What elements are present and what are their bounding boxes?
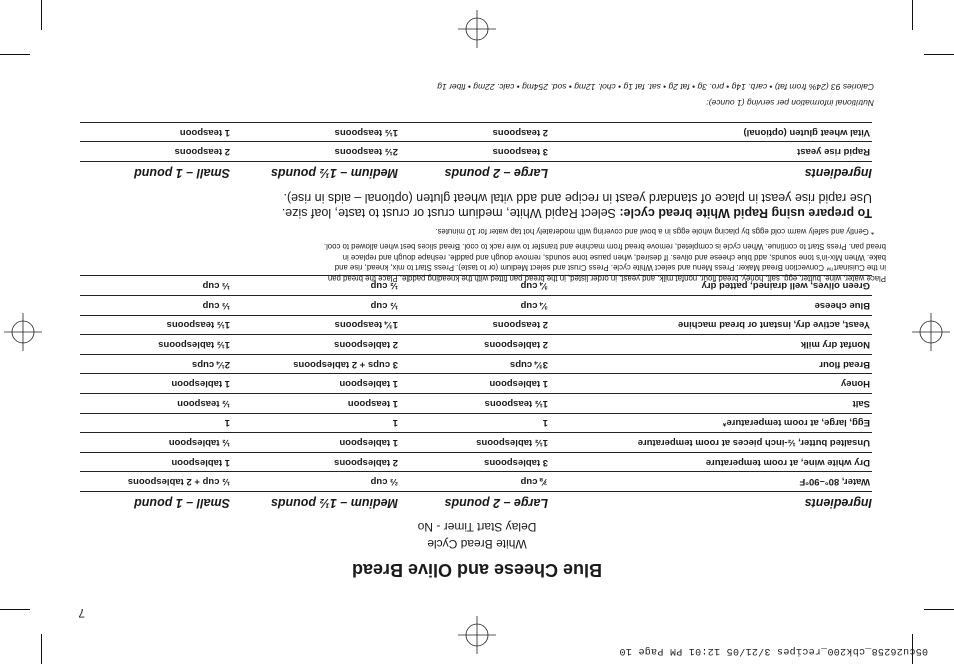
amount-large: ¾ cup: [398, 276, 548, 296]
column-header-ingredients: Ingredients: [804, 496, 872, 510]
crop-mark: [0, 609, 30, 610]
amount-small: ⅓ cup: [80, 276, 230, 296]
column-header-large: Large – 2 pounds: [444, 166, 548, 180]
cycle-label: White Bread Cycle: [427, 537, 527, 551]
column-header-large: Large – 2 pounds: [444, 496, 548, 510]
ingredient-name: Egg, large, at room temperature*: [548, 413, 872, 433]
table-row: [80, 452, 872, 472]
delay-timer-label: Delay Start Timer - No: [417, 520, 537, 534]
table-header-row: [80, 162, 872, 185]
rapid-cycle-text: Select Rapid White, medium crust or crust to taste, loaf size.: [281, 206, 620, 220]
column-header-ingredients: Ingredients: [804, 166, 872, 180]
amount-large: 1 tablespoon: [398, 374, 548, 394]
amount-medium: ⅔ cup: [230, 472, 398, 492]
amount-medium: 3 cups + 2 tablespoons: [230, 354, 398, 374]
crop-mark: [924, 609, 954, 610]
amount-large: 1½ tablespoons: [398, 433, 548, 453]
table-row: [80, 413, 872, 433]
registration-mark-icon: [912, 313, 950, 351]
table-row: [80, 394, 872, 414]
ingredient-name: Water, 80°–90°F: [548, 472, 872, 492]
amount-medium: 2 tablespoons: [230, 452, 398, 472]
table-row: [80, 374, 872, 394]
amount-small: ½ cup + 2 tablespoons: [80, 472, 230, 492]
instruction-line: Place water, wine, butter, egg, salt, honey, bread flour, nonfat milk, and yeast, in order listed, in the bread pan fitted with the kneading paddle. Place the bread pan: [327, 274, 886, 283]
amount-medium: ½ cup: [230, 296, 398, 316]
table-row: [80, 335, 872, 355]
amount-small: 2 teaspoons: [80, 142, 230, 162]
amount-medium: 1½ teaspoons: [230, 122, 398, 142]
rapid-cycle-line2: Use rapid rise yeast in place of standard yeast in recipe and add vital wheat gluten (optional – aids in rise).: [283, 191, 872, 205]
column-header-small: Small – 1 pound: [134, 166, 230, 180]
column-header-medium: Medium – 1½ pounds: [270, 496, 398, 510]
ingredient-name: Blue cheese: [548, 296, 872, 316]
ingredient-name: Vital wheat gluten (optional): [548, 122, 872, 142]
ingredient-name: Honey: [548, 374, 872, 394]
amount-large: 1: [398, 413, 548, 433]
amount-medium: ½ cup: [230, 276, 398, 296]
amount-small: 1 tablespoon: [80, 374, 230, 394]
amount-medium: 2½ teaspoons: [230, 142, 398, 162]
rapid-cycle-heading: To prepare using Rapid White bread cycle:: [619, 206, 872, 220]
amount-large: 3 tablespoons: [398, 452, 548, 472]
amount-small: 1½ teaspoons: [80, 315, 230, 335]
registration-mark-icon: [458, 10, 496, 48]
amount-medium: 1 teaspoon: [230, 394, 398, 414]
table-row: [80, 142, 872, 162]
amount-small: 1 teaspoon: [80, 122, 230, 142]
footnote: * Gently and safely warm cold eggs by placing whole eggs in a bowl and covering with moderately hot tap water for 10 minutes.: [435, 227, 874, 236]
ingredient-name: Nonfat dry milk: [548, 335, 872, 355]
print-header-line: 05cu26258_cbk200_recipes 3/21/05 12:01 PM Page 10: [619, 645, 928, 656]
amount-large: 2 tablespoons: [398, 335, 548, 355]
registration-mark-icon: [458, 616, 496, 654]
amount-medium: 1¾ teaspoons: [230, 315, 398, 335]
amount-large: 2 teaspoons: [398, 122, 548, 142]
instruction-line: bake. When Mix-in's tone sounds, add blue cheese and olives. If desired, when pause tone sounds, remove dough and paddle, reshape dough and replace in: [342, 253, 886, 262]
table-row: [80, 433, 872, 453]
amount-large: ¾ cup: [398, 296, 548, 316]
instruction-line: bread pan. Press Start to continue. When cycle is completed, remove bread from machine and transfer to wire rack to cool. Bread slices best when allowed to cool.: [323, 242, 886, 252]
recipe-title: Blue Cheese and Olive Bread: [351, 560, 603, 580]
rapid-cycle-instructions: [82, 190, 872, 220]
amount-small: ⅓ cup: [80, 296, 230, 316]
amount-small: 2¼ cups: [80, 354, 230, 374]
ingredient-name: Unsalted butter, ½-inch pieces at room temperature: [548, 433, 872, 453]
amount-small: 1: [80, 413, 230, 433]
amount-large: 2 teaspoons: [398, 315, 548, 335]
crop-mark: [41, 0, 42, 30]
amount-small: ½ tablespoon: [80, 433, 230, 453]
ingredient-name: Salt: [548, 394, 872, 414]
amount-medium: 1 tablespoon: [230, 374, 398, 394]
amount-small: ½ teaspoon: [80, 394, 230, 414]
ingredient-name: Rapid rise yeast: [548, 142, 872, 162]
amount-large: ⅞ cup: [398, 472, 548, 492]
ingredient-name: Bread flour: [548, 354, 872, 374]
amount-large: 1½ teaspoons: [398, 394, 548, 414]
column-header-medium: Medium – 1½ pounds: [270, 166, 398, 180]
table-row: [80, 315, 872, 335]
amount-medium: 1: [230, 413, 398, 433]
column-header-small: Small – 1 pound: [134, 496, 230, 510]
amount-large: 3¾ cups: [398, 354, 548, 374]
table-header-row: [80, 492, 872, 515]
amount-small: 1 tablespoon: [80, 452, 230, 472]
nutrition-values: Calories 93 (24% from fat) • carb. 14g • pro. 3g • fat 2g • sat. fat 1g • chol. 12mg • sod. 254mg • calc. 22mg • fiber 1g: [437, 82, 874, 92]
amount-large: 3 teaspoons: [398, 142, 548, 162]
instruction-line: in the Cuisinart™ Convection Bread Maker. Press Menu and select White cycle. Press Crust and select Medium (or to taste). Press Start to mix, knead, rise and: [334, 263, 886, 273]
ingredient-name: Dry white wine, at room temperature: [548, 452, 872, 472]
registration-mark-icon: [4, 313, 42, 351]
table-row: [80, 472, 872, 492]
crop-mark: [41, 634, 42, 664]
crop-mark: [0, 54, 30, 55]
page-number: 7: [78, 606, 85, 620]
nutrition-label: Nutritional information per serving (1 ounce):: [706, 98, 874, 108]
ingredients-table: [80, 275, 872, 514]
amount-medium: 2 tablespoons: [230, 335, 398, 355]
rapid-ingredients-table: [80, 122, 872, 184]
amount-medium: 1 tablespoon: [230, 433, 398, 453]
crop-mark: [924, 54, 954, 55]
crop-mark: [912, 0, 913, 30]
table-row: [80, 354, 872, 374]
ingredient-name: Green olives, well drained, patted dry: [548, 276, 872, 296]
ingredient-name: Yeast, active dry, instant or bread machine: [548, 315, 872, 335]
table-row: [80, 122, 872, 142]
table-row: [80, 296, 872, 316]
instructions-paragraph: [84, 241, 886, 283]
amount-small: 1½ tablespoons: [80, 335, 230, 355]
